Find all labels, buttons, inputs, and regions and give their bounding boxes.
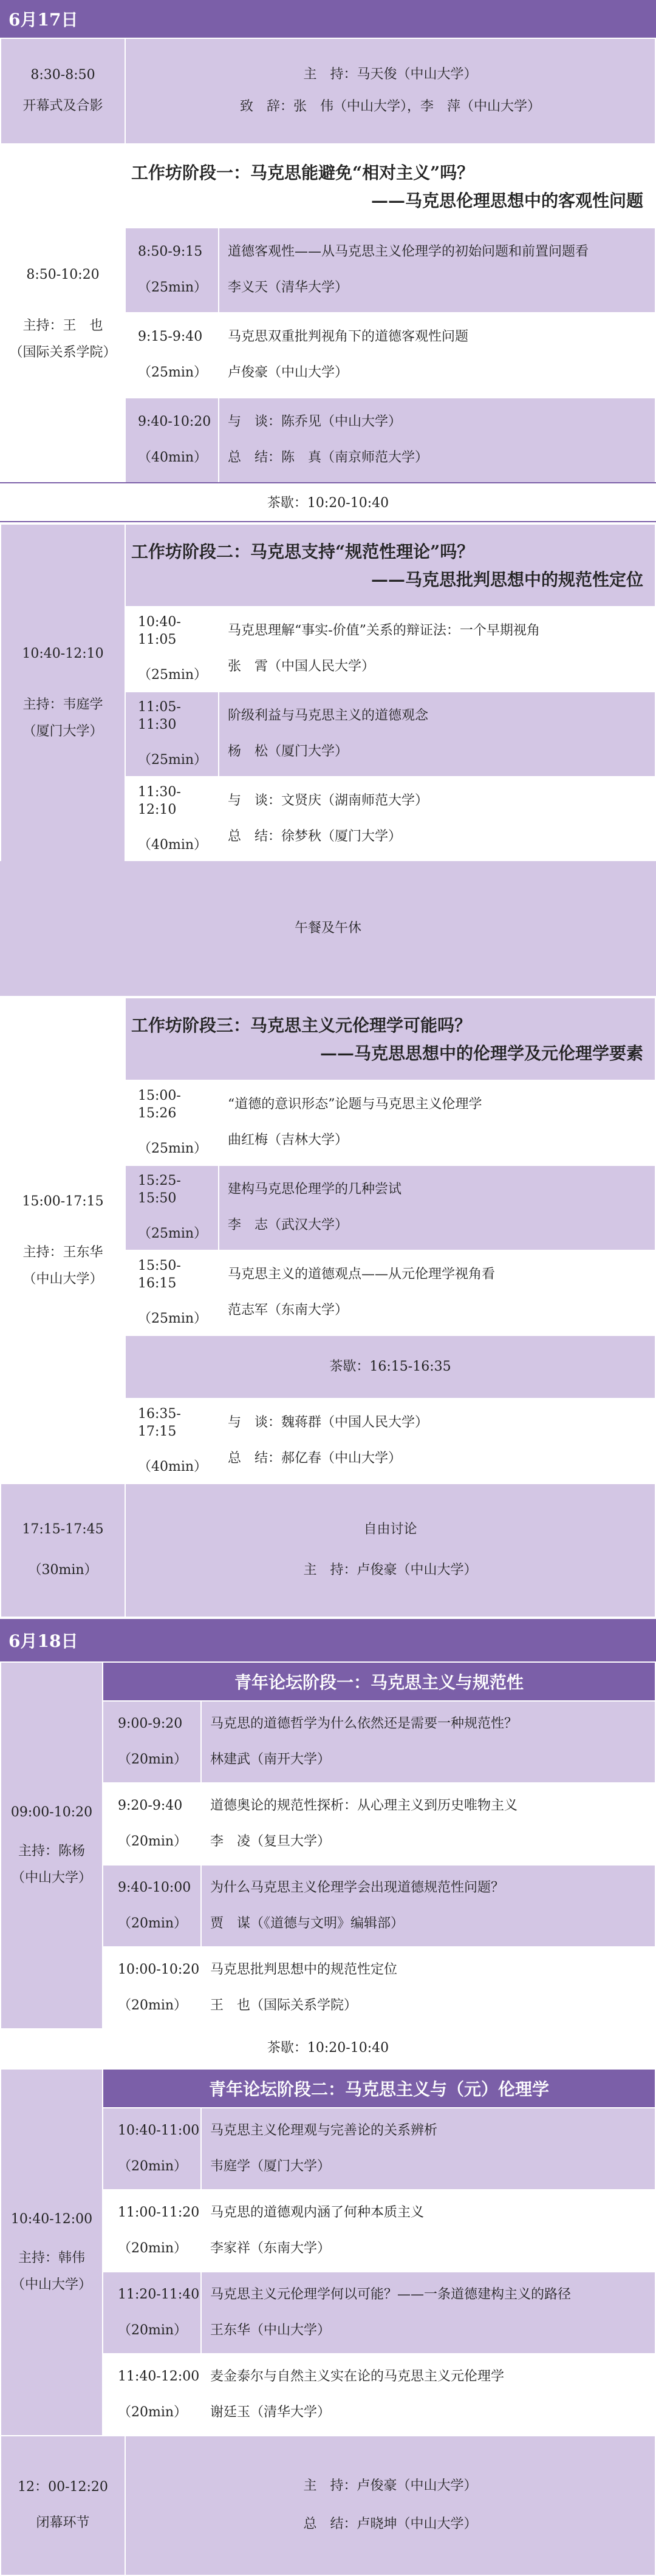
phase1-title: 工作坊阶段一：马克思能避免“相对主义”吗？ — [131, 163, 474, 183]
session-duration: （40min） — [138, 1459, 208, 1475]
youth1-session-detail — [201, 1783, 655, 1865]
youth2-time: 10:40-12:00 — [10, 2212, 93, 2227]
session-speaker: 总 结：徐梦秋（厦门大学） — [228, 829, 402, 844]
session-duration: （20min） — [118, 2158, 188, 2174]
session-duration: （20min） — [118, 1997, 188, 2013]
phase2-subtitle: ——马克思批判思想中的规范性定位 — [371, 570, 643, 590]
youth2-session-time — [103, 2108, 201, 2190]
phase2-session-time — [125, 777, 219, 862]
youth2-title-cell — [103, 2069, 655, 2108]
session-time: 9:20-9:40 — [118, 1797, 183, 1813]
free-duration: （30min） — [28, 1562, 98, 1578]
youth1-session-time — [103, 1947, 201, 2029]
phase1-time: 8:50-10:20 — [26, 267, 100, 282]
session-time: 11:20-11:40 — [118, 2286, 200, 2302]
youth2-session-time — [103, 2272, 201, 2354]
session-speaker: 李义天（清华大学） — [228, 280, 349, 295]
youth2-title: 青年论坛阶段二：马克思主义与（元）伦理学 — [208, 2079, 549, 2099]
phase3-break — [125, 1335, 655, 1399]
youth1-host: 主持：陈杨 — [18, 1844, 85, 1859]
youth2-session-detail — [201, 2354, 655, 2436]
day2-date: 6月18日 — [9, 1631, 78, 1651]
session-time: 9:40-10:20 — [138, 414, 211, 430]
session-speaker: 王东华（中山大学） — [210, 2322, 331, 2338]
lunch-text: 午餐及午休 — [294, 921, 361, 936]
session-duration: （40min） — [138, 450, 208, 465]
closing-host: 主 持：卢俊豪（中山大学） — [303, 2478, 477, 2494]
session-topic: 马克思的道德观内涵了何种本质主义 — [210, 2204, 425, 2220]
phase2-host: 主持：韦庭学 — [22, 697, 103, 712]
opening-block — [0, 38, 656, 145]
day1-date: 6月17日 — [9, 10, 78, 30]
session-time: 15:00-15:26 — [138, 1088, 181, 1121]
phase2-session-detail — [219, 692, 655, 777]
opening-speech: 致 辞：张 伟（中山大学），李 萍（中山大学） — [239, 99, 541, 114]
phase2-title: 工作坊阶段二：马克思支持“规范性理论”吗？ — [131, 542, 474, 562]
phase1-host: 主持：王 也 — [22, 318, 103, 333]
opening-name: 开幕式及合影 — [22, 98, 103, 114]
session-topic: “道德的意识形态”论题与马克思主义伦理学 — [228, 1097, 482, 1113]
session-topic: 阶级利益与马克思主义的道德观念 — [228, 708, 429, 724]
phase1-title-cell — [125, 145, 655, 228]
session-topic: 麦金泰尔与自然主义实在论的马克思主义元伦理学 — [210, 2368, 505, 2384]
opening-detail-cell — [125, 38, 655, 144]
free-detail-cell — [125, 1484, 655, 1617]
youth1-title: 青年论坛阶段一：马克思主义与规范性 — [234, 1672, 524, 1692]
session-speaker: 王 也（国际关系学院） — [210, 1997, 358, 2013]
closing-name: 闭幕环节 — [36, 2515, 90, 2530]
youth2-host: 主持：韩伟 — [18, 2251, 85, 2266]
free-host: 主 持：卢俊豪（中山大学） — [303, 1562, 477, 1578]
session-speaker: 李 凌（复旦大学） — [210, 1833, 331, 1849]
phase2-session-time — [125, 607, 219, 692]
youth1-session-time — [103, 1783, 201, 1865]
session-time: 10:40-11:00 — [118, 2122, 200, 2138]
session-speaker: 李 志（武汉大学） — [228, 1218, 349, 1233]
phase1-subtitle: ——马克思伦理思想中的客观性问题 — [371, 191, 643, 211]
session-speaker: 贾 谋（《道德与文明》编辑部） — [210, 1915, 405, 1931]
session-topic: 马克思主义的道德观点——从元伦理学视角看 — [228, 1267, 496, 1283]
youth2-host-cell — [1, 2069, 103, 2436]
phase3-host: 主持：王东华 — [22, 1245, 103, 1260]
session-topic: 建构马克思伦理学的几种尝试 — [228, 1182, 402, 1198]
opening-host: 主 持：马天俊（中山大学） — [303, 67, 477, 83]
opening-time: 8:30-8:50 — [30, 67, 95, 83]
phase3-break-text: 茶歇：16:15-16:35 — [329, 1358, 451, 1374]
phase3-session-detail — [219, 1165, 655, 1250]
phase2-session-time — [125, 692, 219, 777]
phase1-host-unit: （国际关系学院） — [9, 345, 117, 360]
phase3-host-unit: （中山大学） — [22, 1272, 103, 1287]
session-topic: 马克思理解“事实-价值”关系的辩证法：一个早期视角 — [228, 623, 540, 639]
session-topic: 道德奥论的规范性探析：从心理主义到历史唯物主义 — [210, 1797, 518, 1813]
session-duration: （20min） — [118, 1833, 188, 1849]
youth1-block — [0, 1661, 656, 2029]
lunch-block — [0, 861, 656, 996]
phase3-session-time — [125, 1399, 219, 1484]
session-topic: 马克思双重批判视角下的道德客观性问题 — [228, 329, 469, 345]
day2-date-bar — [0, 1619, 656, 1661]
session-topic: 马克思主义伦理观与完善论的关系辨析 — [210, 2122, 438, 2138]
session-speaker: 林建武（南开大学） — [210, 1751, 331, 1767]
session-time: 9:40-10:00 — [118, 1879, 191, 1895]
session-speaker: 韦庭学（厦门大学） — [210, 2158, 331, 2174]
session-duration: （20min） — [118, 2240, 188, 2256]
session-duration: （20min） — [118, 1751, 188, 1767]
youth2-block — [0, 2068, 656, 2436]
free-time: 17:15-17:45 — [22, 1522, 104, 1538]
phase1-block — [0, 145, 656, 483]
session-time: 11:40-12:00 — [118, 2368, 200, 2384]
phase1-session-time — [125, 398, 219, 483]
phase3-title: 工作坊阶段三：马克思主义元伦理学可能吗？ — [131, 1015, 472, 1035]
session-speaker: 卢俊豪（中山大学） — [228, 365, 349, 380]
phase3-session-time — [125, 1165, 219, 1250]
session-topic: 马克思的道德哲学为什么依然还是需要一种规范性？ — [210, 1716, 518, 1731]
session-topic: 与 谈：魏蒋群（中国人民大学） — [228, 1415, 429, 1431]
closing-time: 12：00-12:20 — [18, 2479, 108, 2495]
youth1-time: 09:00-10:20 — [10, 1805, 93, 1820]
youth2-host-unit: （中山大学） — [11, 2277, 92, 2292]
session-topic: 与 谈：文贤庆（湖南师范大学） — [228, 793, 429, 809]
session-speaker: 总 结：郝亿春（中山大学） — [228, 1451, 402, 1466]
phase1-session-detail — [219, 398, 655, 483]
session-time: 10:40-11:05 — [138, 615, 181, 647]
session-time: 11:30-12:10 — [138, 785, 181, 817]
phase2-block — [0, 523, 656, 862]
session-duration: （20min） — [118, 2404, 188, 2420]
phase1-host-cell — [1, 145, 125, 483]
session-duration: （25min） — [138, 1311, 208, 1327]
phase2-host-cell — [1, 524, 125, 862]
break2-text: 茶歇：10:20-10:40 — [267, 2040, 389, 2056]
youth1-session-detail — [201, 1865, 655, 1947]
youth1-title-cell — [103, 1662, 655, 1701]
session-duration: （40min） — [138, 837, 208, 853]
session-time: 11:00-11:20 — [118, 2204, 200, 2220]
session-duration: （25min） — [138, 667, 208, 683]
session-topic: 马克思批判思想中的规范性定位 — [210, 1961, 398, 1977]
session-duration: （25min） — [138, 752, 208, 768]
session-time: 9:15-9:40 — [138, 329, 203, 345]
free-title: 自由讨论 — [363, 1522, 417, 1538]
free-discussion-block — [0, 1483, 656, 1618]
phase1-session-time — [125, 313, 219, 398]
closing-summary: 总 结：卢晓坤（中山大学） — [303, 2516, 477, 2532]
phase2-session-detail — [219, 607, 655, 692]
break2 — [0, 2028, 656, 2068]
phase3-title-cell — [125, 998, 655, 1080]
phase3-subtitle: ——马克思思想中的伦理学及元伦理学要素 — [319, 1043, 643, 1063]
closing-detail-cell — [125, 2436, 655, 2575]
phase2-title-cell — [125, 524, 655, 607]
phase3-session-detail — [219, 1250, 655, 1335]
session-time: 15:50-16:15 — [138, 1258, 181, 1291]
opening-time-cell — [1, 38, 125, 144]
phase2-session-detail — [219, 777, 655, 862]
closing-block — [0, 2435, 656, 2576]
session-duration: （20min） — [118, 2322, 188, 2338]
youth1-host-cell — [1, 1662, 103, 2029]
session-topic: 为什么马克思主义伦理学会出现道德规范性问题？ — [210, 1879, 505, 1895]
youth2-session-time — [103, 2190, 201, 2272]
session-duration: （25min） — [138, 1226, 208, 1242]
youth1-session-detail — [201, 1947, 655, 2029]
youth2-session-time — [103, 2354, 201, 2436]
session-speaker: 范志军（东南大学） — [228, 1303, 349, 1318]
phase1-session-time — [125, 228, 219, 313]
session-speaker: 杨 松（厦门大学） — [228, 744, 349, 759]
session-speaker: 李家祥（东南大学） — [210, 2240, 331, 2256]
session-speaker: 谢廷玉（清华大学） — [210, 2404, 331, 2420]
phase1-session-detail — [219, 228, 655, 313]
phase3-session-detail — [219, 1399, 655, 1484]
youth2-session-detail — [201, 2190, 655, 2272]
break1 — [0, 482, 656, 522]
session-time: 10:00-10:20 — [118, 1961, 200, 1977]
day1-date-bar — [0, 0, 656, 38]
phase3-time: 15:00-17:15 — [22, 1194, 104, 1209]
session-topic: 道德客观性——从马克思主义伦理学的初始问题和前置问题看 — [228, 244, 589, 260]
session-speaker: 张 霄（中国人民大学） — [228, 659, 375, 674]
youth1-session-detail — [201, 1701, 655, 1783]
youth1-session-time — [103, 1865, 201, 1947]
session-time: 16:35-17:15 — [138, 1406, 181, 1439]
session-speaker: 总 结：陈 真（南京师范大学） — [228, 450, 429, 465]
youth2-session-detail — [201, 2108, 655, 2190]
session-topic: 马克思主义元伦理学何以可能？——一条道德建构主义的路径 — [210, 2286, 572, 2302]
break1-text: 茶歇：10:20-10:40 — [267, 496, 389, 511]
phase3-host-cell — [1, 998, 125, 1484]
free-time-cell — [1, 1484, 125, 1617]
phase3-block — [0, 997, 656, 1484]
phase1-session-detail — [219, 313, 655, 398]
closing-time-cell — [1, 2436, 125, 2575]
phase3-session-detail — [219, 1080, 655, 1165]
session-speaker: 曲红梅（吉林大学） — [228, 1133, 349, 1148]
session-duration: （25min） — [138, 365, 208, 380]
phase2-host-unit: （厦门大学） — [22, 724, 103, 739]
session-time: 9:00-9:20 — [118, 1716, 183, 1731]
session-duration: （25min） — [138, 280, 208, 295]
youth2-session-detail — [201, 2272, 655, 2354]
session-topic: 与 谈：陈乔见（中山大学） — [228, 414, 402, 430]
session-time: 15:25-15:50 — [138, 1173, 181, 1206]
session-duration: （20min） — [118, 1915, 188, 1931]
session-time: 11:05-11:30 — [138, 700, 181, 732]
session-time: 8:50-9:15 — [138, 244, 203, 260]
phase2-time: 10:40-12:10 — [22, 646, 104, 661]
phase3-session-time — [125, 1080, 219, 1165]
session-duration: （25min） — [138, 1141, 208, 1157]
youth1-host-unit: （中山大学） — [11, 1870, 92, 1886]
youth1-session-time — [103, 1701, 201, 1783]
phase3-session-time — [125, 1250, 219, 1335]
